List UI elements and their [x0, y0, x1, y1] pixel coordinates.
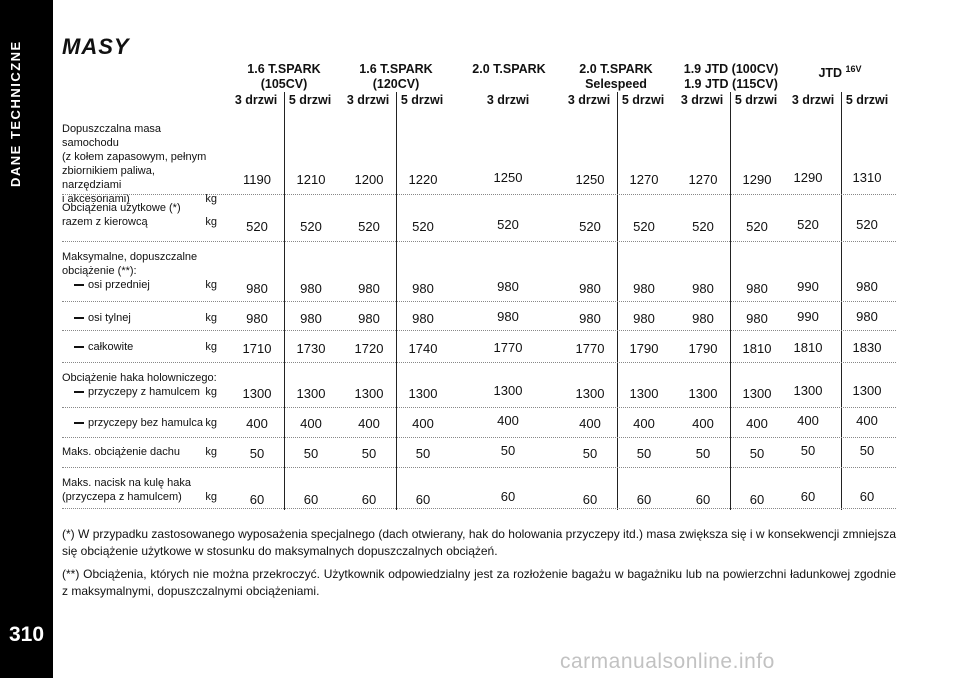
column-header-4: 2.0 T.SPARK Selespeed — [579, 62, 653, 91]
value-cell: 1310 — [852, 170, 882, 185]
value-cell: 1290 — [793, 170, 823, 185]
value-cell: 1830 — [852, 340, 882, 355]
value-cell: 50 — [582, 446, 598, 461]
value-cell: 980 — [746, 311, 768, 326]
value-cell: 50 — [500, 443, 516, 458]
value-cell: 1300 — [793, 383, 823, 398]
value-cell: 520 — [246, 219, 268, 234]
column-header-1: 1.6 T.SPARK (105CV) — [247, 62, 321, 91]
doors-label: 3 drzwi — [234, 93, 278, 107]
value-cell: 50 — [415, 446, 431, 461]
value-cell: 520 — [633, 219, 655, 234]
value-cell: 60 — [582, 492, 598, 507]
value-cell: 60 — [800, 489, 816, 504]
footnote-2: (**) Obciążenia, których nie można przekroczyć. Użytkownik odpowiedzialny jest za rozłożenie bagażu w bagażniku lub na powierzchni ładunkowej zgodnie z maksymalnymi, dopuszczalnymi obciążeniami. — [62, 567, 896, 598]
value-cell: 980 — [412, 281, 434, 296]
value-cell: 1730 — [296, 341, 326, 356]
value-cell: 1250 — [575, 172, 605, 187]
value-cell: 520 — [300, 219, 322, 234]
value-cell: 520 — [579, 219, 601, 234]
value-cell: 980 — [856, 279, 878, 294]
value-cell: 60 — [415, 492, 431, 507]
value-cell: 60 — [249, 492, 265, 507]
value-cell: 980 — [497, 309, 519, 324]
value-cell: 980 — [358, 311, 380, 326]
value-cell: 50 — [636, 446, 652, 461]
value-cell: 980 — [497, 279, 519, 294]
doors-label: 3 drzwi — [346, 93, 390, 107]
value-cell: 1720 — [354, 341, 384, 356]
value-cell: 50 — [695, 446, 711, 461]
row-label-hitch-load: Maks. nacisk na kulę haka (przyczepa z hamulcem) kg — [62, 477, 217, 503]
column-header-3: 2.0 T.SPARK — [472, 62, 546, 76]
value-cell: 520 — [856, 217, 878, 232]
value-cell: 990 — [797, 309, 819, 324]
value-cell: 60 — [859, 489, 875, 504]
doors-label: 5 drzwi — [288, 93, 332, 107]
value-cell: 1250 — [493, 170, 523, 185]
value-cell: 1300 — [296, 386, 326, 401]
value-cell: 1290 — [742, 172, 772, 187]
value-cell: 60 — [749, 492, 765, 507]
value-cell: 980 — [246, 281, 268, 296]
value-cell: 980 — [692, 311, 714, 326]
value-cell: 520 — [746, 219, 768, 234]
value-cell: 50 — [800, 443, 816, 458]
value-cell: 1300 — [742, 386, 772, 401]
row-label-roof-load: Maks. obciążenie dachu kg — [62, 446, 217, 458]
value-cell: 1270 — [688, 172, 718, 187]
value-cell: 1210 — [296, 172, 326, 187]
doors-label: 5 drzwi — [845, 93, 889, 107]
value-cell: 400 — [497, 413, 519, 428]
row-separator — [62, 437, 896, 438]
dash-icon — [74, 284, 84, 286]
doors-label: 5 drzwi — [621, 93, 665, 107]
value-cell: 1220 — [408, 172, 438, 187]
value-cell: 50 — [249, 446, 265, 461]
value-cell: 1200 — [354, 172, 384, 187]
value-cell: 400 — [579, 416, 601, 431]
value-cell: 400 — [358, 416, 380, 431]
value-cell: 980 — [358, 281, 380, 296]
doors-label: 5 drzwi — [400, 93, 444, 107]
column-header-5: 1.9 JTD (100CV) 1.9 JTD (115CV) — [683, 62, 779, 91]
value-cell: 980 — [579, 311, 601, 326]
value-cell: 980 — [579, 281, 601, 296]
row-separator — [62, 508, 896, 509]
value-cell: 1300 — [242, 386, 272, 401]
value-cell: 980 — [692, 281, 714, 296]
value-cell: 520 — [692, 219, 714, 234]
value-cell: 1300 — [408, 386, 438, 401]
value-cell: 1810 — [793, 340, 823, 355]
value-cell: 520 — [497, 217, 519, 232]
value-cell: 980 — [300, 311, 322, 326]
value-cell: 60 — [303, 492, 319, 507]
sidebar — [0, 0, 53, 678]
section-title: MASY — [62, 34, 130, 59]
value-cell: 980 — [633, 281, 655, 296]
value-cell: 60 — [500, 489, 516, 504]
value-cell: 520 — [412, 219, 434, 234]
value-cell: 50 — [859, 443, 875, 458]
value-cell: 980 — [746, 281, 768, 296]
value-cell: 60 — [361, 492, 377, 507]
value-cell: 50 — [749, 446, 765, 461]
sidebar-title: DANE TECHNICZNE — [8, 40, 23, 187]
doors-label: 3 drzwi — [791, 93, 835, 107]
value-cell: 1300 — [852, 383, 882, 398]
value-cell: 400 — [412, 416, 434, 431]
doors-label: 5 drzwi — [734, 93, 778, 107]
value-cell: 400 — [692, 416, 714, 431]
row-separator — [62, 407, 896, 408]
value-cell: 1300 — [354, 386, 384, 401]
row-label-unbraked: przyczepy bez hamulca kg — [62, 416, 217, 430]
value-cell: 980 — [412, 311, 434, 326]
watermark: carmanualsonline.info — [560, 650, 775, 673]
value-cell: 1270 — [629, 172, 659, 187]
doors-label: 3 drzwi — [567, 93, 611, 107]
value-cell: 520 — [797, 217, 819, 232]
row-label-rear-axle: osi tylnej kg — [62, 311, 217, 325]
value-cell: 980 — [246, 311, 268, 326]
value-cell: 50 — [303, 446, 319, 461]
row-separator — [62, 330, 896, 331]
value-cell: 1770 — [493, 340, 523, 355]
row-separator — [62, 301, 896, 302]
row-separator — [62, 362, 896, 363]
value-cell: 400 — [856, 413, 878, 428]
dash-icon — [74, 391, 84, 393]
value-cell: 520 — [358, 219, 380, 234]
value-cell: 400 — [797, 413, 819, 428]
value-cell: 400 — [746, 416, 768, 431]
value-cell: 1790 — [629, 341, 659, 356]
page-number: 310 — [8, 623, 45, 646]
value-cell: 400 — [246, 416, 268, 431]
row-label-max-load: Maksymalne, dopuszczalne obciążenie (**): osi przedniej kg — [62, 251, 217, 291]
column-header-6: JTD $^{16V}$ — [818, 64, 862, 81]
row-label-payload: Obciążenia użytkowe (*) razem z kierowcą kg — [62, 202, 217, 228]
row-label-gross-mass: Dopuszczalna masa samochodu (z kołem zapasowym, pełnym zbiornikiem paliwa, narzędziami i akcesoriami) kg — [62, 123, 217, 205]
doors-label: 3 drzwi — [680, 93, 724, 107]
footnote-1: (*) W przypadku zastosowanego wyposażenia specjalnego (dach otwierany, hak do holowania przyczepy itd.) masa zwiększa się i w konsekwencji zmniejsza się obciążenie użytkowe w stosunku do maksymalnych dopuszczalnych obciążeń. — [62, 527, 896, 558]
dash-icon — [74, 422, 84, 424]
value-cell: 1710 — [242, 341, 272, 356]
value-cell: 1810 — [742, 341, 772, 356]
value-cell: 980 — [300, 281, 322, 296]
value-cell: 60 — [636, 492, 652, 507]
value-cell: 400 — [300, 416, 322, 431]
value-cell: 1300 — [575, 386, 605, 401]
row-separator — [62, 467, 896, 468]
value-cell: 60 — [695, 492, 711, 507]
doors-label: 3 drzwi — [486, 93, 530, 107]
value-cell: 50 — [361, 446, 377, 461]
row-label-total: całkowite kg — [62, 340, 217, 354]
value-cell: 990 — [797, 279, 819, 294]
value-cell: 1300 — [493, 383, 523, 398]
row-label-towbar: Obciążenie haka holowniczego: przyczepy z hamulcem kg — [62, 372, 217, 398]
value-cell: 1190 — [243, 172, 271, 187]
value-cell: 1790 — [688, 341, 718, 356]
row-separator — [62, 241, 896, 242]
dash-icon — [74, 317, 84, 319]
value-cell: 1300 — [629, 386, 659, 401]
value-cell: 1740 — [408, 341, 438, 356]
value-cell: 400 — [633, 416, 655, 431]
dash-icon — [74, 346, 84, 348]
column-header-2: 1.6 T.SPARK (120CV) — [359, 62, 433, 91]
value-cell: 1300 — [688, 386, 718, 401]
value-cell: 980 — [856, 309, 878, 324]
row-separator — [62, 194, 896, 195]
value-cell: 1770 — [575, 341, 605, 356]
value-cell: 980 — [633, 311, 655, 326]
